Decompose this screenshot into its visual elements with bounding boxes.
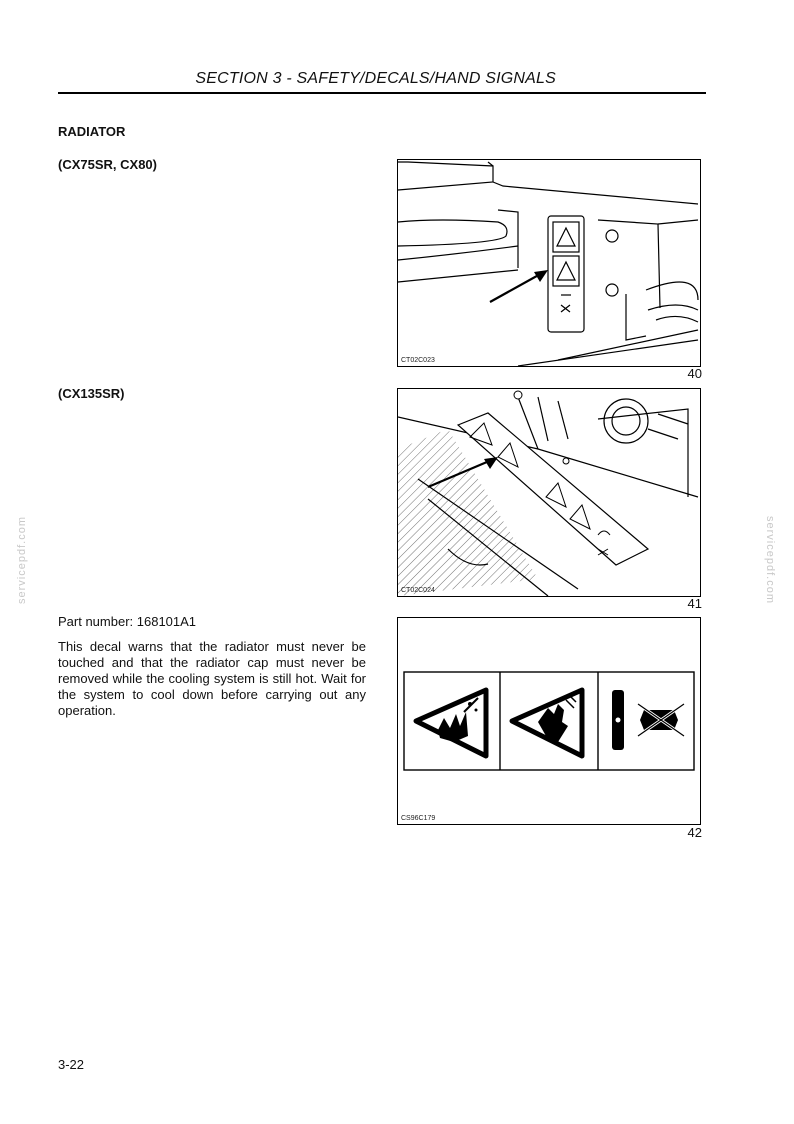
figure-40-radiator-decal-photo <box>397 159 701 367</box>
page-number: 3-22 <box>58 1057 85 1072</box>
watermark-left: servicepdf.com <box>16 516 28 604</box>
decal-description: This decal warns that the radiator must never be touched and that the radiator cap must never be removed while the cooling system is still hot. Wait for the system to cool down before carrying out any operation. <box>58 639 366 718</box>
hand-burn-warning-icon <box>512 690 582 756</box>
figure-40-code: CT02C023 <box>401 357 435 364</box>
figure-42-code: CS96C179 <box>401 815 436 822</box>
do-not-open-cap-icon <box>612 690 684 750</box>
model-heading-cx135sr: (CX135SR) <box>58 386 125 401</box>
figure-41-code: CT02C024 <box>401 587 435 594</box>
figure-41-number: 41 <box>687 596 702 611</box>
figure-40-number: 40 <box>687 366 702 381</box>
figure-41-radiator-decal-photo <box>397 388 701 597</box>
figure-42-decal-artwork <box>397 617 701 825</box>
section-title: SECTION 3 - SAFETY/DECALS/HAND SIGNALS <box>195 70 556 87</box>
watermark-right: servicepdf.com <box>764 516 776 604</box>
radiator-heading: RADIATOR <box>58 124 126 139</box>
figure-42-number: 42 <box>687 825 702 840</box>
model-heading-cx75sr-cx80: (CX75SR, CX80) <box>58 157 157 172</box>
part-number: Part number: 168101A1 <box>58 614 197 629</box>
section-header <box>58 68 706 94</box>
hot-fluid-warning-icon <box>416 690 486 756</box>
